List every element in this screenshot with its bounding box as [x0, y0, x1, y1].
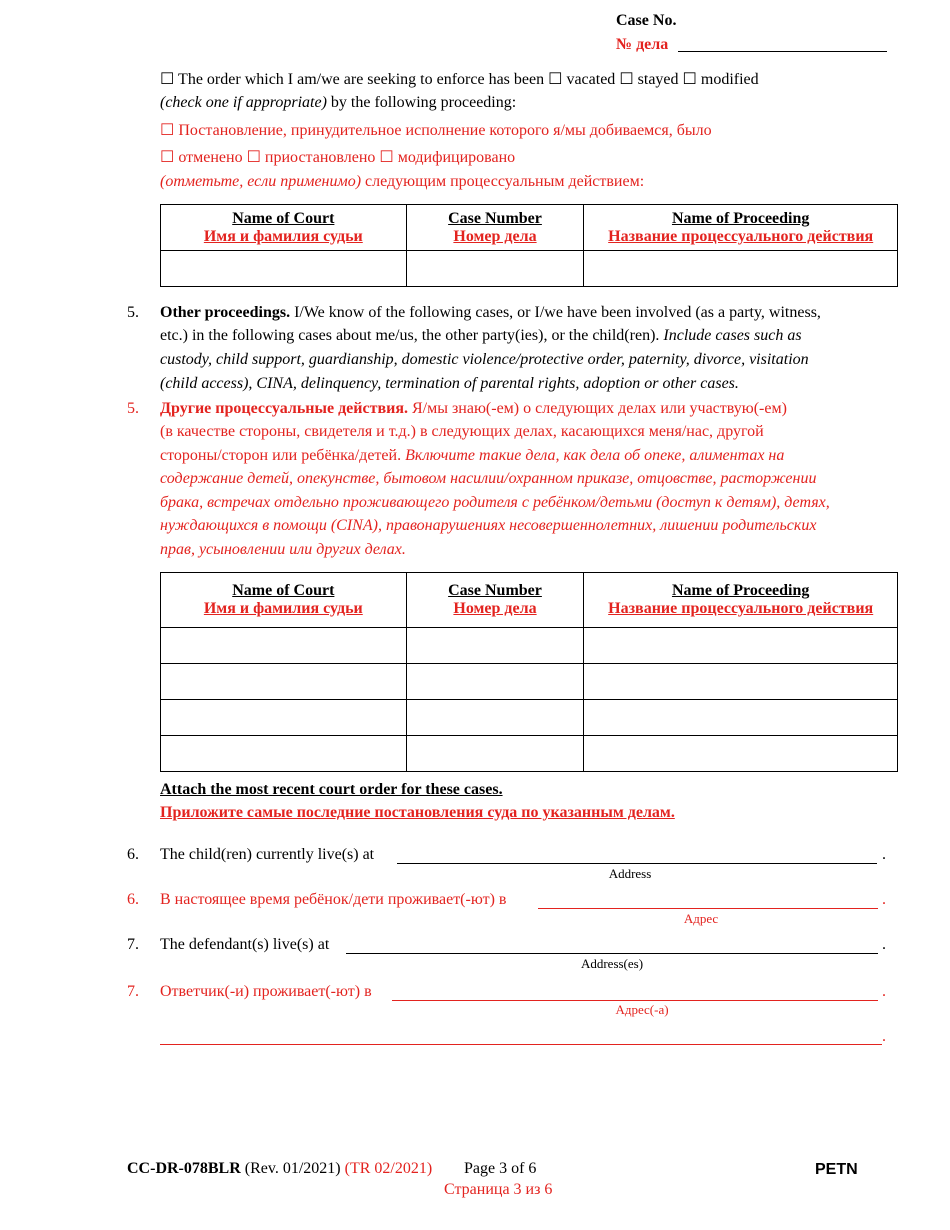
table-cell[interactable]	[584, 628, 898, 664]
form-code: PETN	[815, 1161, 858, 1178]
section-5-line1	[160, 304, 821, 322]
col-proceeding-label: Name of Proceeding	[671, 582, 810, 599]
section-5-title: Other proceedings.	[160, 304, 291, 321]
col-proceeding	[584, 573, 898, 628]
section-5-ru-line4: содержание детей, опекунстве, бытовом насилии/охранном приказе, отцовстве, расторжении	[160, 470, 817, 487]
col-proceeding-label-ru: Название процессуального действия	[608, 227, 874, 245]
table-row	[161, 736, 898, 772]
form-translation-rev: (TR 02/2021)	[344, 1160, 433, 1177]
check-one-note: (check one if appropriate)	[160, 94, 327, 111]
col-proceeding-label-ru: Название процессуального действия	[608, 600, 874, 617]
section-5-text-ru: стороны/сторон или ребёнка/детей.	[160, 447, 402, 464]
col-case-label: Case Number	[448, 209, 542, 227]
section-6-text: The child(ren) currently live(s) at	[160, 846, 375, 863]
child-address-field-ru[interactable]	[538, 908, 878, 909]
table-cell[interactable]	[161, 736, 407, 772]
case-no-label-ru: № дела	[616, 36, 669, 53]
section-5-line4: (child access), CINA, delinquency, termination of parental rights, adoption or other cases.	[160, 375, 739, 392]
by-following-text-ru: следующим процессуальным действием:	[365, 173, 645, 190]
addresses-caption: Address(es)	[580, 956, 644, 971]
vacated-checkbox-ru[interactable]: ☐ отменено	[160, 149, 243, 166]
page-number: Page 3 of 6	[464, 1160, 537, 1177]
section-7-text: The defendant(s) live(s) at	[160, 936, 330, 953]
col-case-label: Case Number	[448, 582, 542, 599]
attach-instruction-ru: Приложите самые последние постановления суда по указанным делам.	[160, 804, 675, 821]
child-address-field[interactable]	[397, 863, 877, 864]
attach-instruction: Attach the most recent court order for these cases.	[160, 781, 503, 798]
form-revision: (Rev. 01/2021)	[244, 1160, 341, 1177]
table-cell[interactable]	[584, 664, 898, 700]
section-5-line2	[160, 327, 802, 345]
order-status-line1	[160, 69, 759, 89]
section-5-title-ru: Другие процессуальные действия.	[160, 400, 408, 417]
table-cell[interactable]	[406, 736, 584, 772]
section-5-text-ru: Я/мы знаю(-ем) о следующих делах или участвую(-ем)	[411, 400, 787, 417]
table-row	[161, 664, 898, 700]
section-5-ru-line6: нуждающихся в помощи (CINA), правонарушениях несовершеннолетних, лишении родительских	[160, 517, 817, 534]
table-header-row	[161, 205, 898, 251]
section-7-text-ru: Ответчик(-и) проживает(-ют) в	[160, 983, 372, 1000]
col-court-label: Name of Court	[232, 582, 335, 599]
case-no-label: Case No.	[616, 12, 677, 29]
section-6-number-ru: 6.	[127, 891, 139, 908]
table-cell[interactable]	[161, 664, 407, 700]
order-proceeding-table	[160, 204, 898, 287]
section-5-number-ru: 5.	[127, 400, 139, 417]
section-5-ru-line2: (в качестве стороны, свидетеля и т.д.) в следующих делах, касающихся меня/нас, другой	[160, 423, 764, 440]
form-id-line	[127, 1160, 432, 1178]
table-header-row	[161, 573, 898, 628]
section-5-text: etc.) in the following cases about me/us, the other party(ies), or the child(ren).	[160, 327, 660, 344]
col-court-label-ru: Имя и фамилия судьи	[203, 227, 363, 245]
table-cell[interactable]	[406, 251, 584, 287]
section-6-end-ru: .	[882, 891, 886, 908]
col-court	[161, 205, 407, 251]
order-status-text: ☐ The order which I am/we are seeking to enforce has been	[160, 71, 545, 88]
case-number-field[interactable]	[678, 51, 887, 52]
col-case-label-ru: Номер дела	[453, 600, 537, 617]
section-5-italic-ru: Включите такие дела, как дела об опеке, алиментах на	[405, 447, 785, 464]
section-7-number-ru: 7.	[127, 983, 139, 1000]
order-status-ru-line3	[160, 173, 644, 191]
col-proceeding	[584, 205, 898, 251]
section-7-end: .	[882, 936, 886, 953]
modified-checkbox-ru[interactable]: ☐ модифицировано	[379, 149, 516, 166]
table-cell[interactable]	[161, 628, 407, 664]
table-row	[161, 628, 898, 664]
address-caption: Address	[608, 866, 652, 881]
table-row	[161, 251, 898, 287]
defendant-address-field-ru[interactable]	[392, 1000, 878, 1001]
section-5-number: 5.	[127, 304, 139, 321]
stayed-checkbox[interactable]: ☐ stayed	[619, 71, 679, 88]
page-number-ru: Страница 3 из 6	[444, 1181, 553, 1198]
table-cell[interactable]	[161, 251, 407, 287]
order-status-line2	[160, 94, 516, 112]
section-5-text: I/We know of the following cases, or I/we have been involved (as a party, witness,	[294, 304, 821, 321]
section-7-end-ru: .	[882, 983, 886, 1000]
col-court-label: Name of Court	[232, 209, 335, 227]
col-court-label-ru: Имя и фамилия судьи	[203, 600, 363, 617]
by-following-text: by the following proceeding:	[330, 94, 517, 111]
table-cell[interactable]	[406, 700, 584, 736]
col-case	[406, 573, 584, 628]
table-row	[161, 700, 898, 736]
vacated-checkbox[interactable]: ☐ vacated	[548, 71, 616, 88]
section-6-end: .	[882, 846, 886, 863]
address-caption-ru: Адрес	[683, 911, 719, 926]
col-proceeding-label: Name of Proceeding	[671, 209, 810, 227]
defendant-address-field[interactable]	[346, 953, 878, 954]
form-id: CC-DR-078BLR	[127, 1160, 241, 1177]
table-cell[interactable]	[584, 700, 898, 736]
table-cell[interactable]	[161, 700, 407, 736]
check-one-note-ru: (отметьте, если применимо)	[160, 173, 362, 190]
section-5-ru-line1	[160, 400, 787, 418]
table-cell[interactable]	[406, 664, 584, 700]
defendant-address-extra-line[interactable]	[160, 1044, 882, 1045]
order-status-ru-line1[interactable]: ☐ Постановление, принудительное исполнение которого я/мы добиваемся, было	[160, 122, 712, 139]
table-cell[interactable]	[584, 736, 898, 772]
section-5-ru-line7: прав, усыновлении или других делах.	[160, 541, 406, 558]
table-cell[interactable]	[406, 628, 584, 664]
section-7-number: 7.	[127, 936, 139, 953]
modified-checkbox[interactable]: ☐ modified	[682, 71, 759, 88]
col-case	[406, 205, 584, 251]
section-6-number: 6.	[127, 846, 139, 863]
section-5-ru-line3	[160, 447, 784, 465]
order-status-ru-line2	[160, 147, 515, 167]
other-proceedings-table	[160, 572, 898, 772]
section-5-ru-line5: брака, встречах отдельно проживающего родителя с ребёнком/детьми (доступ к детям), детях,	[160, 494, 830, 511]
section-5-line3: custody, child support, guardianship, domestic violence/protective order, paternity, divorce, visitation	[160, 351, 809, 368]
extra-line-end: .	[882, 1028, 886, 1045]
col-court	[161, 573, 407, 628]
addresses-caption-ru: Адрес(-а)	[615, 1002, 669, 1017]
col-case-label-ru: Номер дела	[453, 227, 537, 245]
stayed-checkbox-ru[interactable]: ☐ приостановлено	[246, 149, 376, 166]
section-6-text-ru: В настоящее время ребёнок/дети проживает(-ют) в	[160, 891, 507, 908]
section-5-italic: Include cases such as	[663, 327, 802, 344]
table-cell[interactable]	[584, 251, 898, 287]
